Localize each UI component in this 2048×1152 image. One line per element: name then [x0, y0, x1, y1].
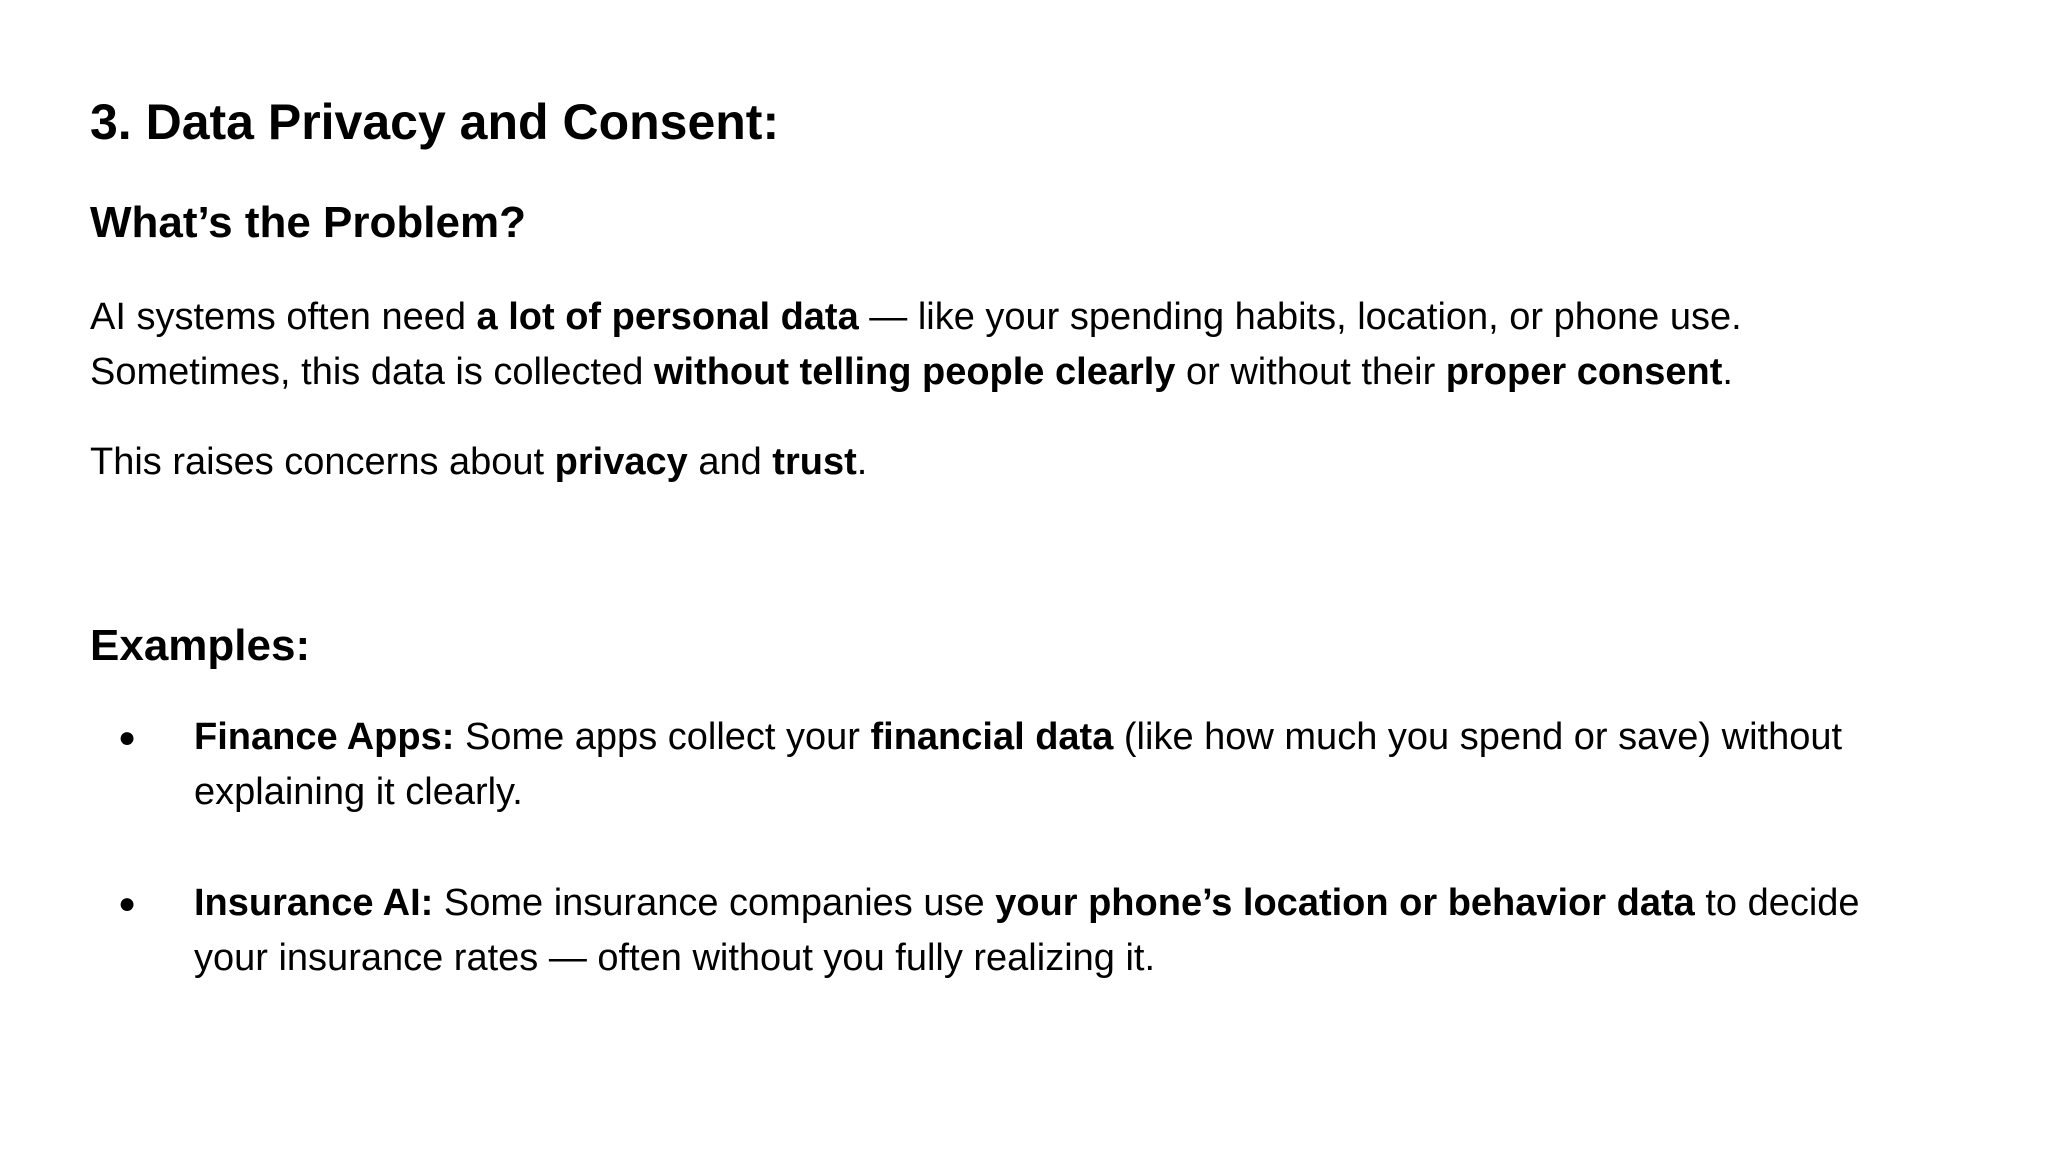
bullet-icon: ●	[118, 721, 137, 754]
list-item-text	[194, 710, 1994, 820]
text-run: This raises concerns about	[90, 441, 555, 483]
problem-heading: What’s the Problem?	[90, 198, 526, 247]
text-run: and	[687, 441, 773, 483]
text-run: (like how much you spend or save) without	[1113, 716, 1843, 758]
emphasis-financial-data: financial data	[870, 716, 1114, 758]
text-run: Sometimes, this data is collected	[90, 351, 654, 393]
list-item-label: Insurance AI:	[194, 882, 434, 924]
list-item-line-1	[194, 710, 1994, 765]
emphasis-personal-data: a lot of personal data	[476, 296, 859, 338]
list-item-line-2: explaining it clearly.	[194, 771, 523, 813]
examples-heading: Examples:	[90, 621, 311, 670]
list-item-line-1	[194, 876, 1994, 931]
text-run: to decide	[1694, 882, 1860, 924]
text-run: AI systems often need	[90, 296, 477, 338]
problem-paragraph-line-2	[90, 345, 1990, 400]
emphasis-privacy: privacy	[554, 441, 688, 483]
problem-paragraph	[90, 290, 1990, 400]
concerns-paragraph	[90, 435, 1990, 490]
list-item-text	[194, 876, 1994, 986]
emphasis-location-behavior-data: your phone’s location or behavior data	[995, 882, 1695, 924]
emphasis-trust: trust	[772, 441, 857, 483]
bullet-icon: ●	[118, 887, 137, 920]
list-item-line-2: your insurance rates — often without you fully realizing it.	[194, 937, 1156, 979]
emphasis-proper-consent: proper consent	[1445, 351, 1723, 393]
text-run: Some insurance companies use	[433, 882, 996, 924]
text-run: .	[1722, 351, 1733, 393]
text-run: or without their	[1175, 351, 1446, 393]
list-item-label: Finance Apps:	[194, 716, 455, 758]
text-run: Some apps collect your	[454, 716, 871, 758]
text-run: — like your spending habits, location, or phone use.	[858, 296, 1742, 338]
problem-paragraph-line-1	[90, 290, 1990, 345]
text-run: .	[856, 441, 868, 483]
section-title: 3. Data Privacy and Consent:	[90, 94, 780, 150]
concerns-paragraph-line	[90, 435, 1990, 490]
emphasis-without-telling: without telling people clearly	[653, 351, 1176, 393]
